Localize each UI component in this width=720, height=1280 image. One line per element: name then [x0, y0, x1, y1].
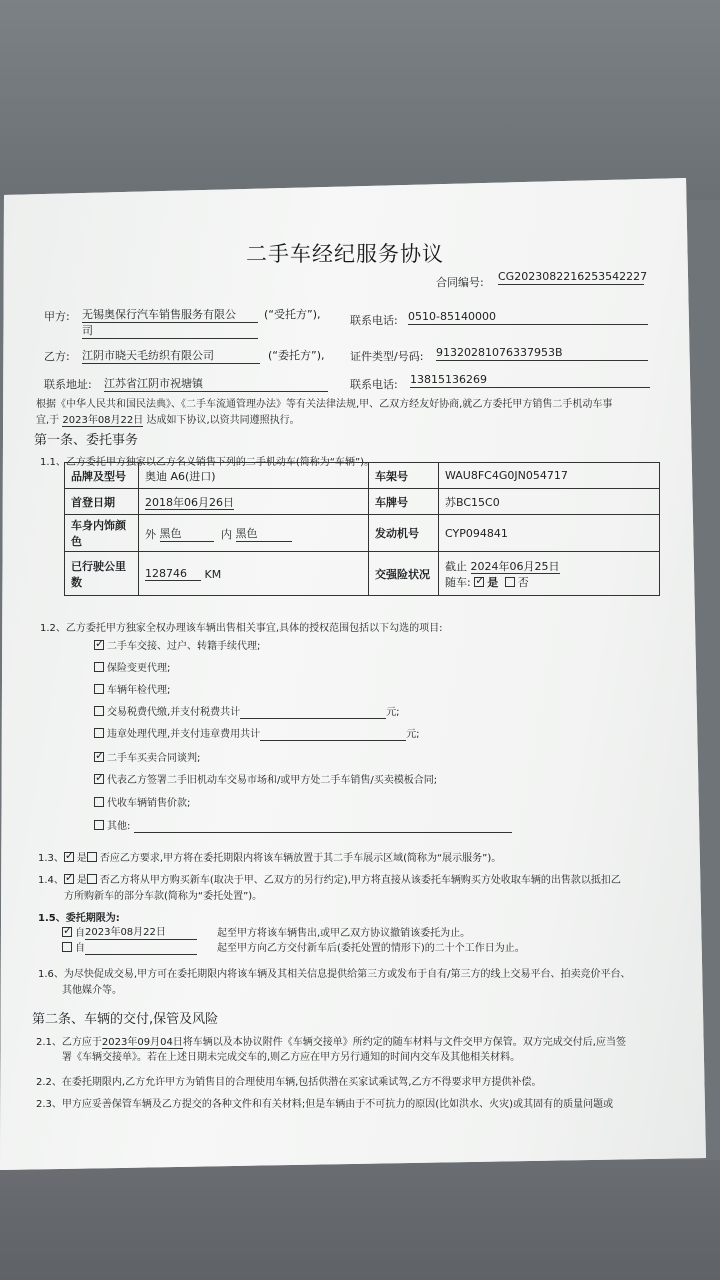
clause-2-3: 2.3、甲方应妥善保管车辆及乙方提交的各种文件和有关材料;但是车辆由于不可抗力的原因(比如洪水、火灾)或其固有的质量问题或: [36, 1099, 614, 1110]
clause-1-3-no-checkbox[interactable]: [87, 852, 97, 862]
insurance-until-label: 截止: [445, 559, 467, 573]
option-other: [94, 820, 512, 833]
brand-label: 品牌及型号: [65, 463, 139, 489]
option-other-line[interactable]: [134, 832, 512, 833]
clause-2-1-pre: 2.1、乙方应于: [36, 1037, 102, 1048]
option-inspection-label: 车辆年检代理;: [107, 685, 171, 696]
option-other-checkbox[interactable]: [94, 820, 104, 830]
brand-value: 奥迪 A6(进口): [139, 463, 369, 489]
party-b-id-label: 证件类型/号码:: [350, 350, 424, 363]
clause-1-6-line2: 其他媒介等。: [62, 985, 122, 996]
clause-1-3: [38, 852, 501, 865]
vin-value: WAU8FC4G0JN054717: [439, 463, 660, 489]
insurance-no-label: 否: [517, 575, 529, 589]
preamble-post: 达成如下协议,以资共同遵照执行。: [146, 415, 300, 426]
vehicle-table: [64, 462, 660, 596]
clause-1-5-b-text: 起至甲方向乙方交付新车后(委托处置的情形下)的二十个工作日为止。: [217, 943, 525, 954]
clause-1-5-option-a: [62, 926, 470, 940]
option-insurance-label: 保险变更代理;: [107, 663, 171, 674]
party-b-phone: 13815136269: [410, 373, 650, 388]
clause-1-5-a-from: 自: [75, 928, 85, 939]
option-violation-label: 违章处理代理,并支付违章费用共计: [107, 729, 261, 740]
party-a-label: 甲方:: [44, 310, 70, 323]
clause-1-4-text2: 方所购新车的部分车款(简称为“委托处置”)。: [64, 891, 263, 902]
exterior-color: 黑色: [160, 525, 214, 542]
clause-2-1-date: 2023年09月04日: [101, 1037, 183, 1048]
clause-1-5-a-checkbox[interactable]: [62, 927, 72, 937]
clause-1-5-b-date-line[interactable]: [85, 954, 197, 955]
option-negotiation-label: 二手车买卖合同谈判;: [107, 753, 201, 764]
party-a-phone: 0510-85140000: [408, 310, 648, 325]
clause-2-1-line2: 署《车辆交接单》。若在上述日期未完成交车的,则乙方应在甲方另行通知的时间内交车及其他相关材料。: [62, 1052, 521, 1063]
mileage-label-line2: 数: [71, 575, 82, 589]
option-insurance-checkbox[interactable]: [94, 662, 104, 672]
insurance-yes-label: 是: [487, 575, 499, 589]
clause-1-1: 1.1、乙方委托甲方独家以乙方名义销售下列的二手机动车(简称为“车辆”)。: [40, 457, 375, 468]
option-sign-contract: [94, 774, 437, 787]
clause-1-4-no: 否: [99, 875, 110, 886]
option-transfer-checkbox[interactable]: [94, 640, 104, 650]
insurance-no-checkbox[interactable]: [505, 577, 515, 587]
party-b-name: 江阴市晓天毛纺织有限公司: [82, 349, 260, 364]
mileage-label-line1: 已行驶公里: [71, 559, 126, 573]
option-transfer-label: 二手车交接、过户、转籍手续代理;: [107, 641, 261, 652]
option-collect-payment-label: 代收车辆销售价款;: [107, 798, 191, 809]
insurance-yes-checkbox[interactable]: [474, 577, 484, 587]
party-b-address-label: 联系地址:: [44, 378, 92, 391]
clause-1-4: [38, 874, 621, 887]
engine-value: CYP094841: [439, 515, 660, 552]
clause-1-5-heading: 1.5、委托期限为:: [38, 913, 120, 924]
option-violation: [94, 728, 420, 741]
background-wall-top: [0, 0, 720, 200]
insurance-label: 交强险状况: [369, 552, 439, 596]
option-tax-suffix: 元;: [386, 707, 400, 718]
clause-1-3-text: 应乙方要求,甲方将在委托期限内将该车辆放置于其二手车展示区域(简称为“展示服务”)。: [109, 853, 502, 864]
reg-date-label: 首登日期: [65, 489, 139, 515]
clause-2-1-post: 将车辆以及本协议附件《车辆交接单》所约定的随车材料与文件交甲方保管。双方完成交付后,应当签: [182, 1037, 626, 1048]
clause-1-4-no-checkbox[interactable]: [87, 874, 97, 884]
party-a-role: (“受托方”),: [264, 308, 321, 321]
clause-1-4-num: 1.4、: [38, 875, 64, 886]
interior-label: 内: [221, 527, 232, 541]
insurance-with-car-label: 随车:: [445, 575, 471, 589]
party-a-name-cont: 司: [82, 324, 258, 339]
reg-date-value: 2018年06月26日: [145, 495, 234, 509]
preamble-pre: 宜,于: [36, 415, 60, 426]
clause-1-5-a-date: 2023年08月22日: [85, 926, 197, 940]
clause-1-3-yes-checkbox[interactable]: [64, 852, 74, 862]
color-label: [65, 515, 139, 552]
option-negotiation-checkbox[interactable]: [94, 752, 104, 762]
party-a-phone-label: 联系电话:: [350, 314, 398, 327]
clause-1-2: 1.2、乙方委托甲方独家全权办理该车辆出售相关事宜,具体的授权范围包括以下勾选的项目:: [40, 623, 443, 634]
option-negotiation: [94, 752, 200, 765]
color-label-line2: 色: [71, 535, 82, 548]
interior-color: 黑色: [236, 525, 292, 542]
clause-1-4-text: 乙方将从甲方购买新车(取决于甲、乙双方的另行约定),甲方将直接从该委托车辆购买方处收取车辆的出售款以抵扣乙: [109, 875, 621, 886]
preamble-line1: 根据《中华人民共和国民法典》、《二手车流通管理办法》等有关法律法规,甲、乙双方经友好协商,就乙方委托甲方销售二手机动车事: [36, 399, 613, 410]
party-b-role: (“委托方”),: [268, 349, 325, 362]
option-tax: [94, 706, 400, 719]
clause-1-3-num: 1.3、: [38, 853, 64, 864]
clause-2-2: 2.2、在委托期限内,乙方允许甲方为销售目的合理使用车辆,包括供潜在买家试乘试驾,乙方不得要求甲方提供补偿。: [36, 1077, 542, 1088]
document-title: 二手车经纪服务协议: [246, 242, 444, 266]
option-tax-amount-line[interactable]: [240, 718, 386, 719]
party-b-id: 91320281076337953B: [436, 346, 648, 361]
preamble-date: 2023年08月22日: [62, 415, 144, 426]
color-label-line1: 车身内饰颜: [71, 519, 126, 532]
party-b-label: 乙方:: [44, 350, 70, 363]
party-a-name: 无锡奥保行汽车销售服务有限公: [82, 308, 258, 323]
clause-1-3-yes: 是: [76, 853, 87, 864]
mileage-unit: KM: [204, 567, 222, 581]
clause-1-5-a-text: 起至甲方将该车辆售出,或甲乙双方协议撤销该委托为止。: [217, 928, 471, 939]
option-inspection: [94, 684, 170, 697]
vin-label: 车架号: [369, 463, 439, 489]
clause-2-1-line1: [36, 1036, 626, 1049]
contract-number-label: 合同编号:: [436, 276, 484, 289]
plate-value: 苏BC15C0: [439, 489, 660, 515]
clause-1-5-b-checkbox[interactable]: [62, 942, 72, 952]
party-b-address: 江苏省江阴市祝塘镇: [104, 377, 328, 392]
clause-1-6-line1: 1.6、为尽快促成交易,甲方可在委托期限内将该车辆及其相关信息提供给第三方或发布于自有/第三方的线上交易平台、拍卖竞价平台、: [38, 969, 631, 980]
mileage-label: [65, 552, 139, 596]
option-collect-payment: [94, 797, 190, 810]
option-tax-checkbox[interactable]: [94, 706, 104, 716]
background-floor: [0, 1160, 720, 1280]
mileage-value: 128746: [145, 567, 201, 581]
insurance-until-date: 2024年06月25日: [470, 559, 560, 573]
option-collect-payment-checkbox[interactable]: [94, 797, 104, 807]
option-sign-contract-checkbox[interactable]: [94, 774, 104, 784]
clause-1-3-no: 否: [99, 853, 110, 864]
option-tax-label: 交易税费代缴,并支付税费共计: [107, 707, 241, 718]
option-inspection-checkbox[interactable]: [94, 684, 104, 694]
exterior-label: 外: [145, 527, 156, 541]
section1-heading: 第一条、委托事务: [34, 433, 139, 448]
option-other-label: 其他:: [107, 821, 131, 832]
contract-number: CG2023082216253542227: [498, 270, 648, 283]
option-insurance: [94, 662, 170, 675]
option-violation-suffix: 元;: [406, 729, 420, 740]
option-sign-contract-label: 代表乙方签署二手旧机动车交易市场和/或甲方处二手车销售/买卖模板合同;: [107, 775, 438, 786]
plate-label: 车牌号: [369, 489, 439, 515]
option-transfer: [94, 640, 260, 653]
option-violation-checkbox[interactable]: [94, 728, 104, 738]
clause-1-5-b-from: 自: [75, 943, 85, 954]
clause-1-4-yes-checkbox[interactable]: [64, 874, 74, 884]
option-violation-amount-line[interactable]: [260, 740, 406, 741]
clause-1-5-option-b: [62, 942, 525, 955]
party-b-phone-label: 联系电话:: [350, 378, 398, 391]
engine-label: 发动机号: [369, 515, 439, 552]
section2-heading: 第二条、车辆的交付,保管及风险: [32, 1012, 219, 1027]
clause-1-4-yes: 是: [76, 875, 87, 886]
